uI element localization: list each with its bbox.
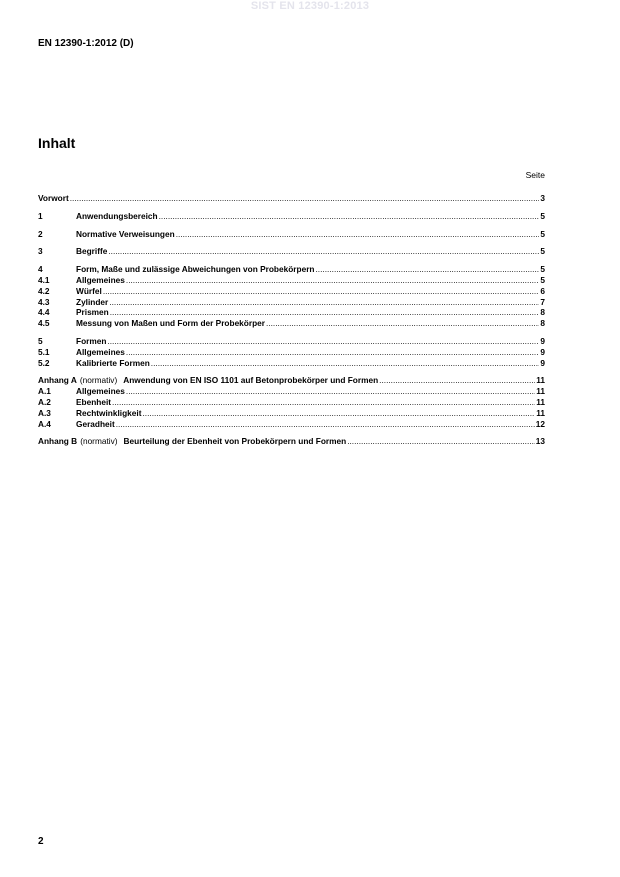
toc-entry-number: 4.2 [38, 285, 50, 296]
toc-entry-page: 9 [540, 346, 545, 357]
toc-entry-title: Geradheit [76, 418, 115, 429]
toc-entry-page: 9 [540, 357, 545, 368]
toc-entry-title: Prismen [76, 307, 109, 318]
toc-leader-dots [142, 408, 535, 419]
toc-entry-page: 11 [536, 386, 545, 397]
toc-entry-title: Kalibrierte Formen [76, 357, 150, 368]
toc-entry-4-5[interactable] [38, 318, 545, 329]
toc-entry-number: 4.1 [38, 274, 50, 285]
toc-entry-title: Anwendungsbereich [76, 210, 158, 221]
toc-entry-page: 8 [540, 307, 545, 318]
toc-leader-dots [266, 318, 539, 329]
toc-entry-title: Normative Verweisungen [76, 228, 175, 239]
toc-leader-dots [316, 264, 540, 275]
toc-entry-number: A.4 [38, 418, 51, 429]
toc-entry-page: 11 [536, 396, 545, 407]
toc-entry-number: A.1 [38, 386, 51, 397]
toc-entry-page: 7 [540, 296, 545, 307]
document-id: EN 12390-1:2012 (D) [38, 38, 134, 49]
toc-entry-vorwort[interactable] [38, 193, 545, 204]
toc-entry-a-1[interactable] [38, 386, 545, 397]
toc-leader-dots [107, 336, 539, 347]
toc-entry-a-3[interactable] [38, 408, 545, 419]
toc-entry-page: 8 [540, 318, 545, 329]
toc-entry-number: 5 [38, 335, 43, 346]
toc-entry-1[interactable] [38, 211, 545, 222]
page-column-label: Seite [525, 170, 545, 180]
toc-entry-page: 9 [540, 335, 545, 346]
toc-entry-page: 3 [540, 193, 545, 203]
toc-entry-number: 4.3 [38, 296, 50, 307]
toc-leader-dots [109, 297, 539, 308]
toc-leader-dots [112, 397, 535, 408]
toc-entry-annex-b[interactable] [38, 436, 545, 447]
toc-entry-annex-qualifier: (normativ) [79, 375, 118, 386]
toc-entry-title: Begriffe [76, 246, 108, 257]
toc-entry-4-3[interactable] [38, 297, 545, 308]
toc-entry-5[interactable] [38, 336, 545, 347]
toc-entry-a-4[interactable] [38, 419, 545, 430]
toc-entry-title: Messung von Maßen und Form der Probekörper [76, 318, 266, 329]
toc-entry-page: 5 [540, 264, 545, 275]
page-number: 2 [38, 836, 44, 847]
toc-leader-dots [379, 375, 535, 386]
toc-entry-title: Allgemeines [76, 274, 125, 285]
toc-entry-page: 13 [535, 436, 545, 447]
toc-leader-dots [116, 419, 535, 430]
toc-entry-4-1[interactable] [38, 275, 545, 286]
toc-leader-dots [347, 436, 535, 447]
toc-entry-title: Allgemeines [76, 386, 125, 397]
toc-entry-title: Beurteilung der Ebenheit von Probekörpern und Formen [123, 436, 347, 447]
toc-leader-dots [103, 286, 540, 297]
toc-leader-dots [176, 229, 540, 240]
toc-entry-number: 5.1 [38, 346, 50, 357]
toc-entry-annex-label: Anhang B [38, 436, 78, 447]
toc-entry-number: A.2 [38, 396, 51, 407]
toc-entry-title: Ebenheit [76, 396, 112, 407]
toc-entry-4[interactable] [38, 264, 545, 275]
toc-entry-page: 5 [540, 274, 545, 285]
toc-entry-number: 2 [38, 228, 43, 239]
toc-entry-page: 11 [536, 407, 545, 418]
toc-entry-4-2[interactable] [38, 286, 545, 297]
toc-entry-3[interactable] [38, 246, 545, 257]
toc-entry-annex-label: Anhang A [38, 375, 77, 386]
toc-leader-dots [126, 275, 539, 286]
toc-title: Inhalt [38, 135, 76, 151]
watermark: SIST EN 12390-1:2013 [250, 0, 370, 12]
toc-entry-number: 4 [38, 264, 43, 275]
toc-entry-5-1[interactable] [38, 347, 545, 358]
toc-entry-page: 6 [540, 285, 545, 296]
toc-entry-page: 5 [540, 228, 545, 239]
toc-entry-title: Zylinder [76, 296, 109, 307]
toc-entry-number: A.3 [38, 407, 51, 418]
toc-leader-dots [126, 386, 535, 397]
toc-entry-number: 5.2 [38, 357, 50, 368]
toc-leader-dots [108, 246, 539, 257]
toc-entry-page: 11 [536, 375, 545, 386]
toc-entry-number: 4.4 [38, 307, 50, 318]
toc-entry-annex-a[interactable] [38, 375, 545, 386]
toc-entry-page: 12 [535, 418, 545, 429]
toc-entry-title: Allgemeines [76, 346, 125, 357]
toc-entry-5-2[interactable] [38, 358, 545, 369]
toc-entry-number: 1 [38, 210, 43, 221]
toc-entry-title: Form, Maße und zulässige Abweichungen von Probekörpern [76, 264, 315, 275]
table-of-contents [38, 193, 545, 447]
toc-entry-title: Würfel [76, 285, 102, 296]
toc-entry-title: Vorwort [38, 193, 69, 203]
toc-entry-title: Rechtwinkligkeit [76, 407, 142, 418]
toc-entry-title: Anwendung von EN ISO 1101 auf Betonprobekörper und Formen [123, 375, 379, 386]
toc-leader-dots [151, 358, 540, 369]
toc-leader-dots [126, 347, 539, 358]
toc-entry-page: 5 [540, 246, 545, 257]
toc-entry-a-2[interactable] [38, 397, 545, 408]
toc-entry-4-4[interactable] [38, 307, 545, 318]
toc-entry-number: 3 [38, 246, 43, 257]
toc-entry-title: Formen [76, 335, 107, 346]
toc-entry-annex-qualifier: (normativ) [80, 436, 118, 447]
toc-entry-page: 5 [540, 210, 545, 221]
toc-entry-2[interactable] [38, 229, 545, 240]
toc-entry-number: 4.5 [38, 318, 50, 329]
toc-leader-dots [70, 193, 540, 204]
toc-leader-dots [159, 211, 540, 222]
toc-leader-dots [110, 307, 540, 318]
